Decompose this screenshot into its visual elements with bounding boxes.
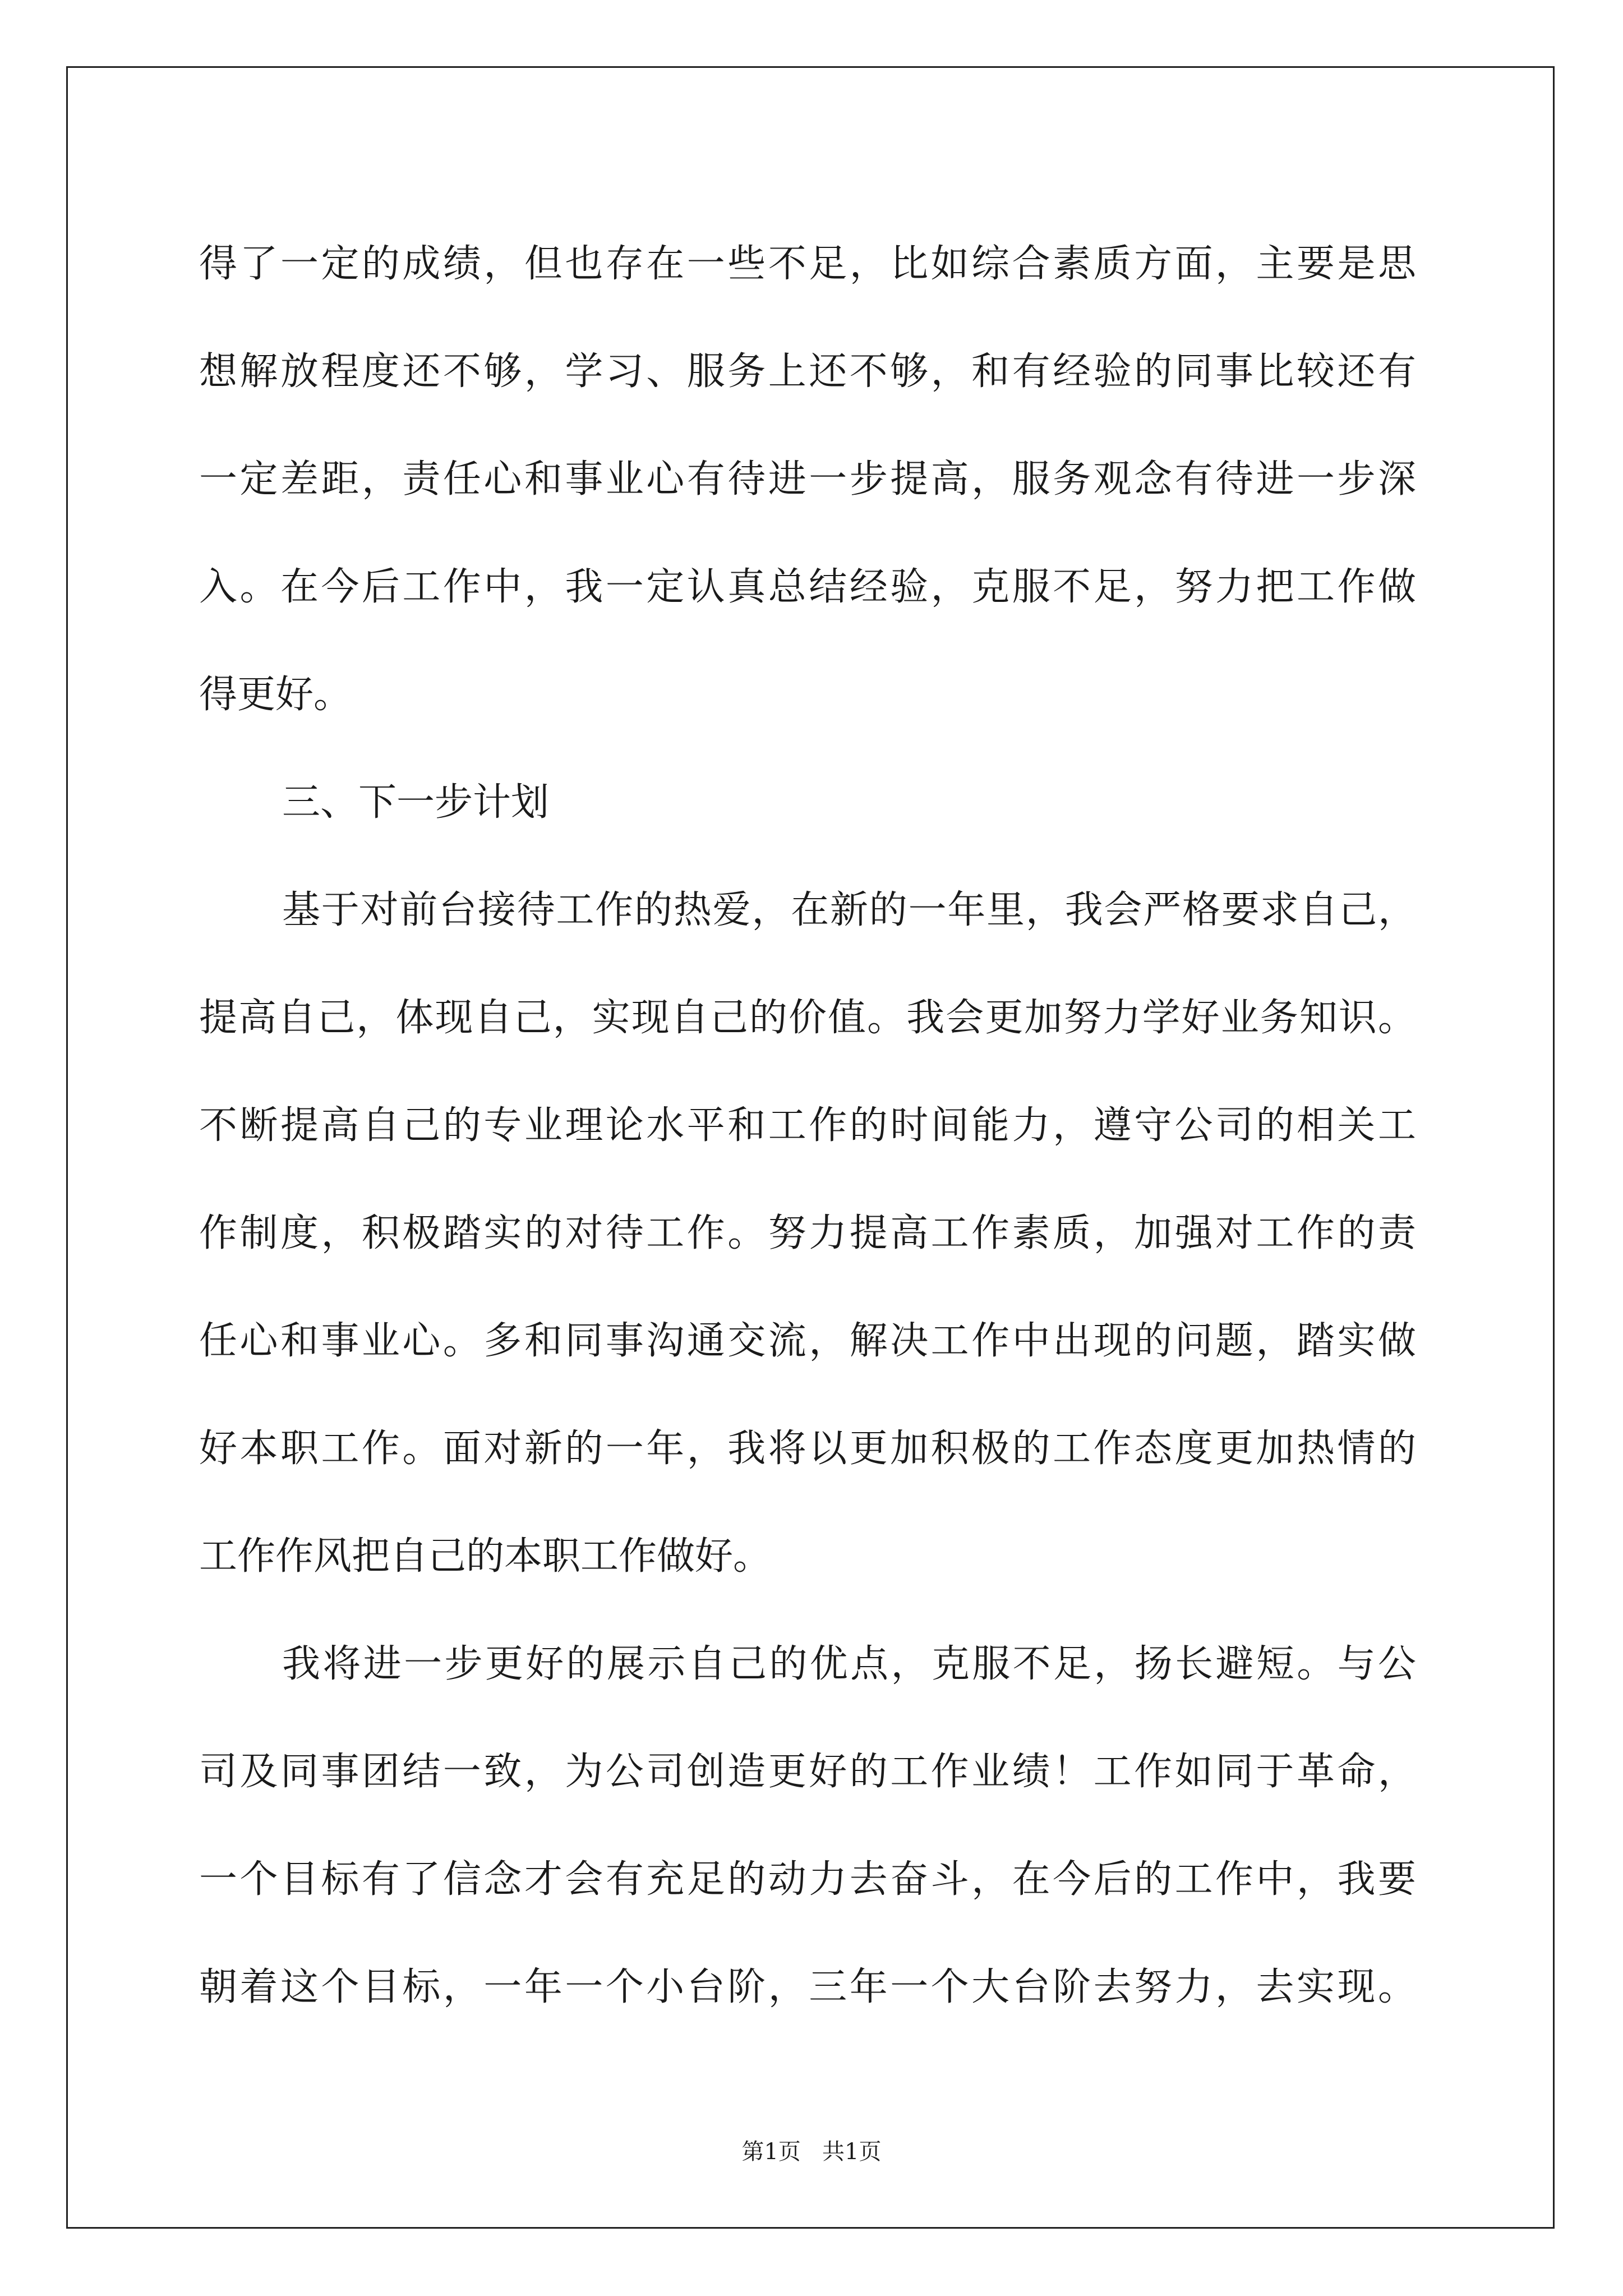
text-line: 作制度，积极踏实的对待工作。努力提高工作素质，加强对工作的责 [199,1211,1416,1255]
text-line: 我将进一步更好的展示自己的优点，克服不足，扬长避短。与公 [282,1642,1416,1686]
text-line: 一定差距，责任心和事业心有待进一步提高，服务观念有待进一步深 [199,457,1416,501]
text-line: 不断提高自己的专业理论水平和工作的时间能力，遵守公司的相关工 [199,1103,1416,1148]
text-line: 得更好。 [199,673,352,717]
text-line: 任心和事业心。多和同事沟通交流，解决工作中出现的问题，踏实做 [199,1319,1416,1363]
section-heading: 三、下一步计划 [282,780,550,825]
text-line: 朝着这个目标，一年一个小台阶，三年一个大台阶去努力，去实现。 [199,1965,1416,2009]
text-line: 想解放程度还不够，学习、服务上还不够，和有经验的同事比较还有 [199,349,1416,394]
text-line: 入。在今后工作中，我一定认真总结经验，克服不足，努力把工作做 [199,565,1416,609]
text-line: 工作作风把自己的本职工作做好。 [199,1534,772,1579]
text-line: 一个目标有了信念才会有充足的动力去奋斗，在今后的工作中，我要 [199,1857,1416,1902]
text-line: 司及同事团结一致，为公司创造更好的工作业绩！工作如同于革命， [199,1750,1416,1794]
text-line: 基于对前台接待工作的热爱，在新的一年里，我会严格要求自己， [282,888,1416,932]
text-line: 提高自己，体现自己，实现自己的价值。我会更加努力学好业务知识。 [199,996,1416,1040]
document-body [199,210,1416,2041]
page-footer [0,2136,1623,2168]
page-number: 第1页 共1页 [741,2139,882,2165]
text-line: 好本职工作。面对新的一年，我将以更加积极的工作态度更加热情的 [199,1427,1416,1471]
text-line: 得了一定的成绩，但也存在一些不足，比如综合素质方面，主要是思 [199,242,1416,286]
